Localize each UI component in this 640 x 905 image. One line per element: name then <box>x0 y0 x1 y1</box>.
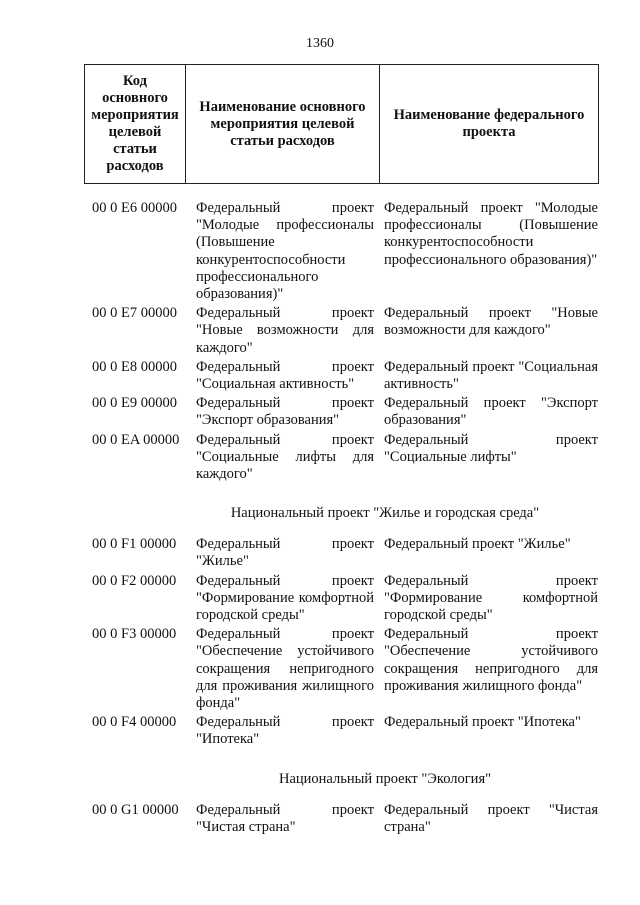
table-row <box>92 359 602 393</box>
row-code: 00 0 E8 00000 <box>92 358 177 375</box>
row-name: Федеральный проект "Новые возможности для каждого" <box>196 305 374 356</box>
group-education <box>92 200 602 483</box>
row-name: Федеральный проект "Формирование комфортной городской среды" <box>196 572 374 624</box>
page-number: 1360 <box>306 36 334 51</box>
row-federal-project: Федеральный проект "Обеспечение устойчивого сокращения непригодного для проживания жилищного фонда" <box>384 626 598 694</box>
table-row <box>92 573 602 625</box>
row-code: 00 0 EA 00000 <box>92 431 180 448</box>
table-row <box>92 802 602 836</box>
table-row <box>92 432 602 484</box>
table-row <box>92 200 602 303</box>
table-row <box>92 626 602 712</box>
row-code: 00 0 E7 00000 <box>92 305 177 322</box>
row-code: 00 0 E6 00000 <box>92 200 177 216</box>
row-federal-project: Федеральный проект "Социальная активность" <box>384 358 598 393</box>
row-code: 00 0 F1 00000 <box>92 536 177 553</box>
table-body <box>92 200 602 838</box>
row-code: 00 0 F3 00000 <box>92 626 177 643</box>
row-code: 00 0 F4 00000 <box>92 714 177 731</box>
row-federal-project: Федеральный проект "Социальные лифты" <box>384 431 598 465</box>
section-title-ecology: Национальный проект "Экология" <box>278 770 492 787</box>
table-header <box>84 64 599 184</box>
table-row <box>92 395 602 429</box>
row-federal-project: Федеральный проект "Жилье" <box>384 536 571 553</box>
row-federal-project: Федеральный проект "Чистая страна" <box>384 801 598 835</box>
row-name: Федеральный проект "Молодые профессионалы (Повышение конкурентоспособности профессионального образования)" <box>196 200 374 303</box>
row-code: 00 0 E9 00000 <box>92 395 177 412</box>
row-name: Федеральный проект "Социальные лифты для каждого" <box>196 431 374 483</box>
row-name: Федеральный проект "Жилье" <box>196 536 374 570</box>
row-name: Федеральный проект "Экспорт образования" <box>196 395 374 429</box>
row-federal-project: Федеральный проект "Экспорт образования" <box>384 395 598 429</box>
row-name: Федеральный проект "Ипотека" <box>196 714 374 748</box>
header-name-column: Наименование основного мероприятия целевой статьи расходов <box>186 65 380 184</box>
table-row <box>92 305 602 357</box>
row-name: Федеральный проект "Социальная активность" <box>196 358 374 393</box>
table-row <box>92 714 602 748</box>
row-federal-project: Федеральный проект "Формирование комфортной городской среды" <box>384 572 598 624</box>
row-federal-project: Федеральный проект "Молодые профессионалы (Повышение конкурентоспособности профессионального образования)" <box>384 200 598 268</box>
row-federal-project: Федеральный проект "Новые возможности для каждого" <box>384 305 598 339</box>
group-ecology <box>92 802 602 836</box>
row-name: Федеральный проект "Чистая страна" <box>196 801 374 835</box>
group-housing <box>92 536 602 748</box>
row-name: Федеральный проект "Обеспечение устойчивого сокращения непригодного для проживания жилищного фонда" <box>196 626 374 712</box>
header-code-column: Код основного мероприятия целевой статьи расходов <box>85 65 186 184</box>
table-row <box>92 536 602 570</box>
row-code: 00 0 F2 00000 <box>92 572 177 589</box>
section-title-housing: Национальный проект "Жилье и городская среда" <box>230 505 540 522</box>
header-federal-project-column: Наименование федерального проекта <box>380 65 599 184</box>
row-federal-project: Федеральный проект "Ипотека" <box>384 714 581 731</box>
row-code: 00 0 G1 00000 <box>92 801 179 818</box>
